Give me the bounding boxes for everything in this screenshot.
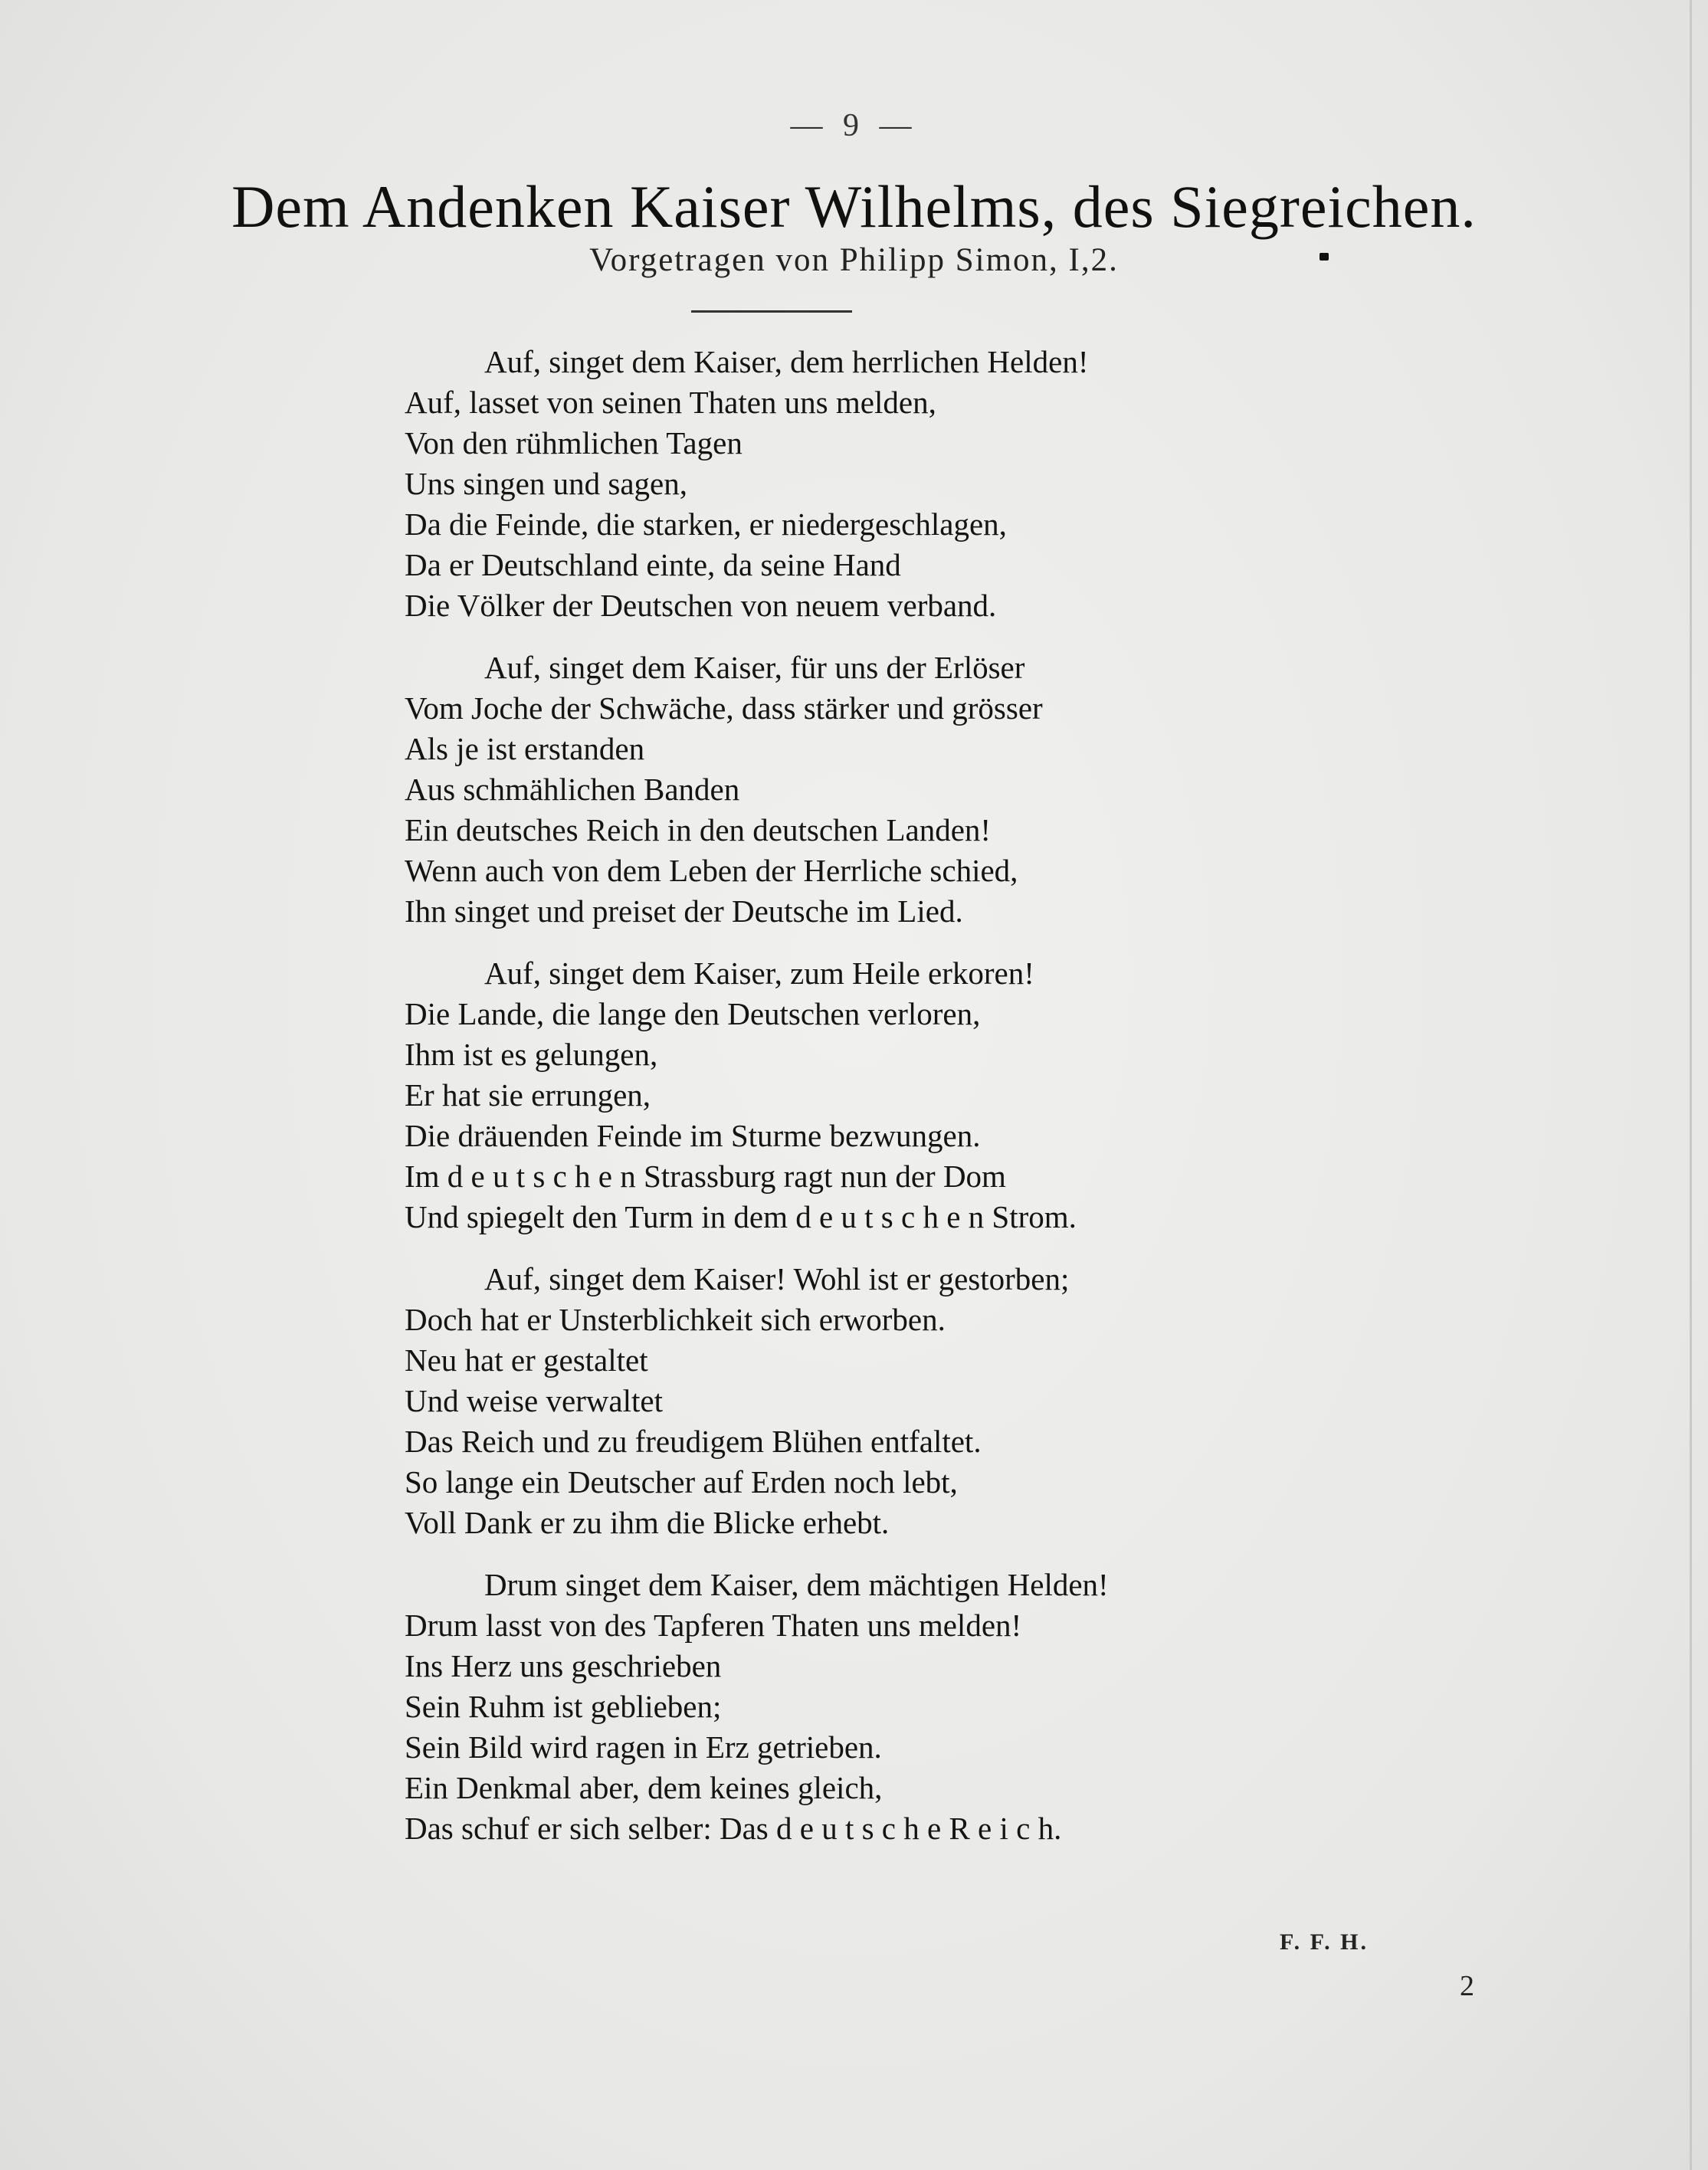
verse-line: Sein Bild wird ragen in Erz getrieben. xyxy=(405,1729,882,1765)
verse-line: Als je ist erstanden xyxy=(405,731,645,766)
verse-line: Die Völker der Deutschen von neuem verband. xyxy=(405,588,997,623)
ink-dot xyxy=(1320,253,1329,261)
verse-line: Ein Denkmal aber, dem keines gleich, xyxy=(405,1770,883,1805)
verse-line: Auf, singet dem Kaiser, zum Heile erkoren! xyxy=(484,956,1034,991)
verse-line: Da die Feinde, die starken, er niedergeschlagen, xyxy=(405,506,1007,542)
verse-line: Neu hat er gestaltet xyxy=(405,1342,648,1378)
verse-line: Ein deutsches Reich in den deutschen Landen! xyxy=(405,812,992,847)
verse-line: Wenn auch von dem Leben der Herrliche schied, xyxy=(405,853,1018,888)
verse-line: Im d e u t s c h e n Strassburg ragt nun der Dom xyxy=(405,1159,1006,1194)
stanza-1 xyxy=(405,342,1661,626)
verse-line: Doch hat er Unsterblichkeit sich erworben. xyxy=(405,1302,946,1337)
page-edge-shadow xyxy=(1690,0,1692,2170)
verse-line: Ins Herz uns geschrieben xyxy=(405,1648,722,1683)
verse-line: Uns singen und sagen, xyxy=(405,466,687,501)
verse-line: Vom Joche der Schwäche, dass stärker und grösser xyxy=(405,690,1043,726)
verse-line: Sein Ruhm ist geblieben; xyxy=(405,1689,722,1724)
verse-line: Von den rühmlichen Tagen xyxy=(405,425,743,461)
poem-title: Dem Andenken Kaiser Wilhelms, des Siegreichen. xyxy=(231,173,1477,240)
verse-line: Und weise verwaltet xyxy=(405,1383,663,1418)
sheet-number: 2 xyxy=(1460,1970,1474,2002)
verse-line: Voll Dank er zu ihm die Blicke erhebt. xyxy=(405,1505,890,1540)
verse-line: Auf, singet dem Kaiser, für uns der Erlöser xyxy=(484,650,1025,685)
verse-line: Auf, singet dem Kaiser! Wohl ist er gestorben; xyxy=(484,1261,1070,1296)
stanza-4 xyxy=(405,1259,1661,1543)
verse-line: Drum singet dem Kaiser, dem mächtigen Helden! xyxy=(484,1567,1109,1602)
verse-line: Aus schmählichen Banden xyxy=(405,772,740,807)
stanza-5 xyxy=(405,1565,1661,1849)
verse-line: So lange ein Deutscher auf Erden noch lebt, xyxy=(405,1464,958,1500)
title-divider xyxy=(691,310,852,313)
verse-line: Die dräuenden Feinde im Sturme bezwungen. xyxy=(405,1118,981,1153)
verse-line: Auf, lasset von seinen Thaten uns melden, xyxy=(405,385,936,420)
verse-line: Er hat sie errungen, xyxy=(405,1077,651,1113)
stanza-3 xyxy=(405,953,1661,1237)
stanza-2 xyxy=(405,647,1661,932)
verse-line: Die Lande, die lange den Deutschen verloren, xyxy=(405,996,981,1031)
poem-subtitle: Vorgetragen von Philipp Simon, I,2. xyxy=(589,242,1119,278)
author-signature: F. F. H. xyxy=(1280,1929,1369,1955)
verse-line: Da er Deutschland einte, da seine Hand xyxy=(405,547,901,582)
verse-line: Das Reich und zu freudigem Blühen entfaltet. xyxy=(405,1424,982,1459)
verse-line: Ihm ist es gelungen, xyxy=(405,1037,658,1072)
page-number: — 9 — xyxy=(790,108,918,143)
verse-line: Und spiegelt den Turm in dem d e u t s c h e n Strom. xyxy=(405,1199,1077,1234)
verse-line: Drum lasst von des Tapferen Thaten uns melden! xyxy=(405,1608,1022,1643)
poem-body xyxy=(405,342,1661,1870)
verse-line: Das schuf er sich selber: Das d e u t s c h e R e i c h. xyxy=(405,1811,1062,1846)
verse-line: Ihn singet und preiset der Deutsche im Lied. xyxy=(405,893,963,929)
verse-line: Auf, singet dem Kaiser, dem herrlichen Helden! xyxy=(484,344,1089,379)
